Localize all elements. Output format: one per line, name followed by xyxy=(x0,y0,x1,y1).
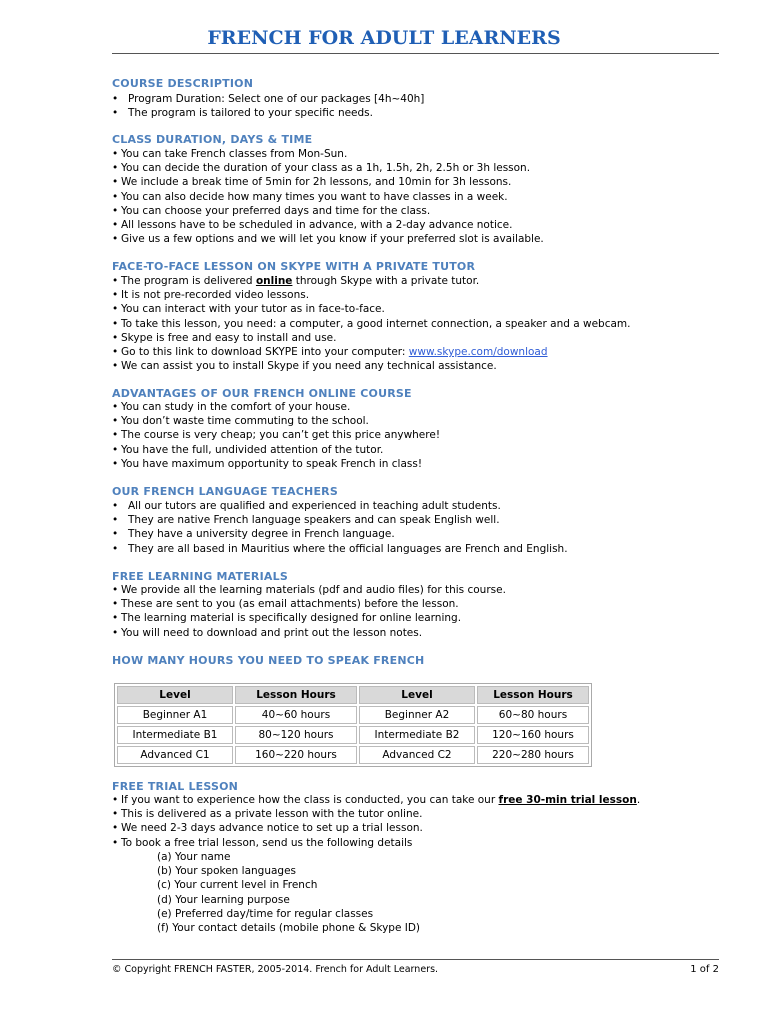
table-cell: 220~280 hours xyxy=(477,746,589,764)
footer-copyright: © Copyright FRENCH FASTER, 2005-2014. French for Adult Learners. xyxy=(112,964,439,975)
list-item: • You will need to download and print out the lesson notes. xyxy=(112,626,506,640)
skype-download-link[interactable]: www.skype.com/download xyxy=(408,345,548,358)
list-trial-details xyxy=(157,850,420,935)
list-item: • You can take French classes from Mon-Sun. xyxy=(112,147,544,161)
table-cell: Intermediate B2 xyxy=(359,726,475,744)
table-cell: 40~60 hours xyxy=(235,706,357,724)
list-item: • You can study in the comfort of your house. xyxy=(112,400,440,414)
list-materials xyxy=(112,583,506,640)
table-cell: 60~80 hours xyxy=(477,706,589,724)
list-item: • The program is delivered online through Skype with a private tutor. xyxy=(112,274,631,288)
list-item: (b) Your spoken languages xyxy=(157,865,297,878)
list-item: • Skype is free and easy to install and use. xyxy=(112,331,631,345)
list-class-duration xyxy=(112,147,544,246)
list-item: (a) Your name xyxy=(157,851,231,863)
footer-rule xyxy=(112,959,719,960)
title-rule xyxy=(112,53,719,54)
list-item: • It is not pre-recorded video lessons. xyxy=(112,288,631,302)
table-cell: Beginner A2 xyxy=(359,706,475,724)
heading-hours: HOW MANY HOURS YOU NEED TO SPEAK FRENCH xyxy=(112,654,425,667)
list-teachers xyxy=(112,499,568,556)
list-item: • You can decide the duration of your class as a 1h, 1.5h, 2h, 2.5h or 3h lesson. xyxy=(112,161,544,175)
list-item: • The course is very cheap; you can’t get this price anywhere! xyxy=(112,428,440,442)
table-cell: Beginner A1 xyxy=(117,706,233,724)
list-item: • We can assist you to install Skype if you need any technical assistance. xyxy=(112,359,631,373)
list-item: • You have the full, undivided attention of the tutor. xyxy=(112,443,440,457)
list-item: • We need 2-3 days advance notice to set up a trial lesson. xyxy=(112,821,640,835)
table-header-row xyxy=(117,686,589,704)
list-item: • You don’t waste time commuting to the school. xyxy=(112,414,440,428)
heading-materials: FREE LEARNING MATERIALS xyxy=(112,570,288,583)
table-header: Level xyxy=(117,686,233,704)
heading-course-description: COURSE DESCRIPTION xyxy=(112,77,254,90)
list-item: • These are sent to you (as email attachments) before the lesson. xyxy=(112,597,506,611)
table-header: Level xyxy=(359,686,475,704)
table-cell: Intermediate B1 xyxy=(117,726,233,744)
free-trial-emphasis: free 30-min trial lesson xyxy=(498,794,637,806)
list-item: (c) Your current level in French xyxy=(157,879,318,892)
heading-skype-lesson: FACE-TO-FACE LESSON ON SKYPE WITH A PRIVATE TUTOR xyxy=(112,260,476,273)
list-item: • All our tutors are qualified and experienced in teaching adult students. xyxy=(112,499,568,513)
list-advantages xyxy=(112,400,440,471)
list-item: (f) Your contact details (mobile phone & Skype ID) xyxy=(157,921,421,934)
heading-teachers: OUR FRENCH LANGUAGE TEACHERS xyxy=(112,485,338,498)
table-cell: 80~120 hours xyxy=(235,726,357,744)
list-item: • We include a break time of 5min for 2h lessons, and 10min for 3h lessons. xyxy=(112,175,544,189)
list-item: • They are all based in Mauritius where the official languages are French and English. xyxy=(112,542,568,556)
list-item: (d) Your learning purpose xyxy=(157,893,290,906)
table-row xyxy=(117,706,589,724)
list-item: • They have a university degree in French language. xyxy=(112,527,568,541)
list-item: • If you want to experience how the class is conducted, you can take our free 30-min trial lesson. xyxy=(112,793,640,807)
list-item: • To book a free trial lesson, send us the following details xyxy=(112,836,640,850)
table-row xyxy=(117,746,589,764)
list-course-description xyxy=(112,92,424,120)
online-emphasis: online xyxy=(255,275,293,287)
list-item: • You have maximum opportunity to speak French in class! xyxy=(112,457,440,471)
list-item: • To take this lesson, you need: a computer, a good internet connection, a speaker and a webcam. xyxy=(112,317,631,331)
list-item: • We provide all the learning materials (pdf and audio files) for this course. xyxy=(112,583,506,597)
list-item: • Go to this link to download SKYPE into your computer: www.skype.com/download xyxy=(112,345,631,359)
table-row xyxy=(117,726,589,744)
heading-class-duration: CLASS DURATION, DAYS & TIME xyxy=(112,133,313,146)
table-header: Lesson Hours xyxy=(477,686,589,704)
list-free-trial xyxy=(112,793,640,850)
list-item: • You can also decide how many times you want to have classes in a week. xyxy=(112,190,544,204)
hours-table xyxy=(114,683,592,767)
list-item: • All lessons have to be scheduled in advance, with a 2-day advance notice. xyxy=(112,218,544,232)
list-item: • Give us a few options and we will let you know if your preferred slot is available. xyxy=(112,232,544,246)
list-item: • They are native French language speakers and can speak English well. xyxy=(112,513,568,527)
list-skype-lesson xyxy=(112,274,631,373)
list-item: (e) Preferred day/time for regular classes xyxy=(157,907,374,920)
table-header: Lesson Hours xyxy=(235,686,357,704)
list-item: • You can interact with your tutor as in face-to-face. xyxy=(112,302,631,316)
table-cell: Advanced C2 xyxy=(359,746,475,764)
list-item: • You can choose your preferred days and time for the class. xyxy=(112,204,544,218)
page-number: 1 of 2 xyxy=(690,964,719,975)
list-item: • This is delivered as a private lesson with the tutor online. xyxy=(112,807,640,821)
table-cell: 120~160 hours xyxy=(477,726,589,744)
table-cell: 160~220 hours xyxy=(235,746,357,764)
list-item: • Program Duration: Select one of our packages [4h~40h] xyxy=(112,92,424,106)
list-item: • The program is tailored to your specific needs. xyxy=(112,106,424,120)
heading-free-trial: FREE TRIAL LESSON xyxy=(112,780,239,793)
list-item: • The learning material is specifically designed for online learning. xyxy=(112,611,506,625)
heading-advantages: ADVANTAGES OF OUR FRENCH ONLINE COURSE xyxy=(112,387,412,400)
document-title: FRENCH FOR ADULT LEARNERS xyxy=(207,27,561,49)
table-cell: Advanced C1 xyxy=(117,746,233,764)
